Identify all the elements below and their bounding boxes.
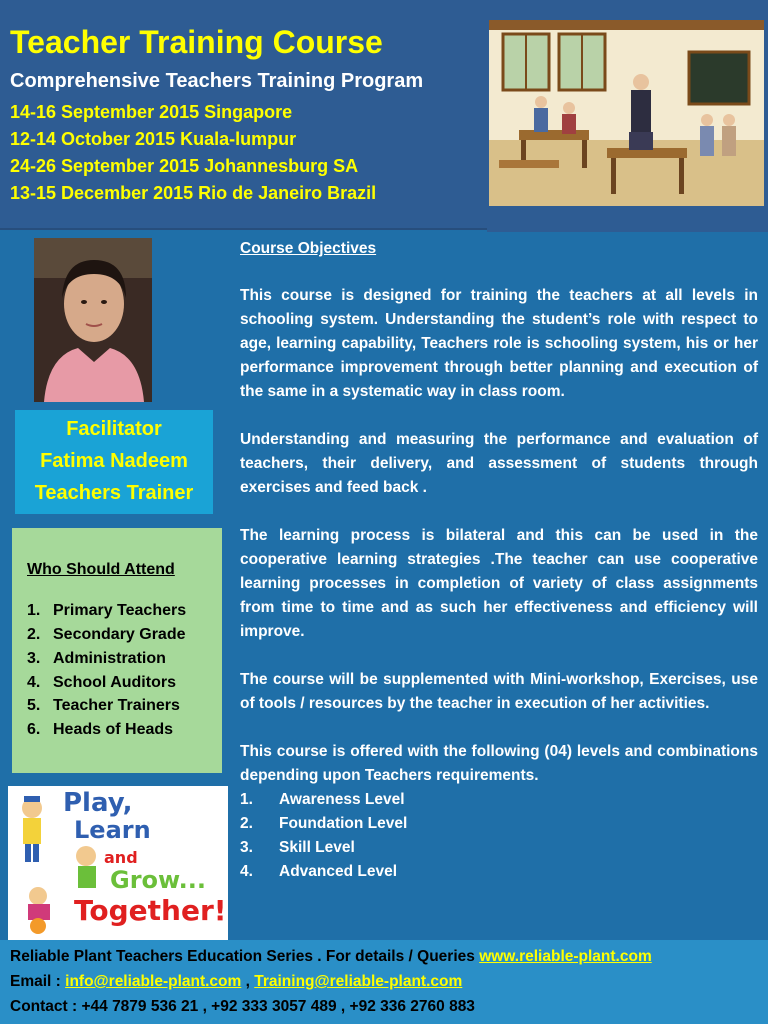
- email-separator: ,: [241, 973, 255, 990]
- level-number: 1.: [240, 791, 253, 808]
- session-date: 24-26 September 2015 Johannesburg SA: [10, 156, 359, 176]
- footer-text: Reliable Plant Teachers Education Series . For details / Queries: [10, 948, 480, 965]
- level-item: [240, 860, 758, 884]
- level-label: Advanced Level: [279, 863, 398, 880]
- attendee-item: [27, 626, 186, 644]
- session-date: 14-16 September 2015 Singapore: [10, 102, 293, 122]
- footer: [0, 940, 768, 1024]
- footer-details: [10, 948, 652, 966]
- facilitator-name: Fatima Nadeem: [40, 450, 188, 472]
- item-number: 1.: [27, 602, 41, 619]
- page-subtitle: Comprehensive Teachers Training Program: [10, 70, 424, 92]
- level-number: 2.: [240, 815, 253, 832]
- level-item: [240, 812, 758, 836]
- logo-word: and: [104, 848, 138, 867]
- attendee-item: [27, 721, 173, 739]
- header-banner: [0, 0, 487, 230]
- item-number: 5.: [27, 697, 41, 714]
- attendee-item: [27, 674, 176, 692]
- page-title: Teacher Training Course: [10, 24, 383, 60]
- logo-word: Together!: [74, 894, 227, 927]
- logo-word: Learn: [74, 816, 151, 844]
- item-label: Secondary Grade: [53, 626, 186, 643]
- facilitator-role: Facilitator: [66, 418, 162, 440]
- email-link-training[interactable]: Training@reliable-plant.com: [254, 973, 463, 990]
- attendee-item: [27, 602, 186, 620]
- facilitator-photo: [34, 238, 152, 402]
- level-number: 3.: [240, 839, 253, 856]
- objective-paragraph: The course will be supplemented with Mini-workshop, Exercises, use of tools / resources by the teacher in execution of her activities.: [240, 671, 758, 712]
- item-number: 2.: [27, 626, 41, 643]
- item-number: 3.: [27, 650, 41, 667]
- play-learn-grow-logo: [8, 786, 228, 940]
- logo-word: Play,: [63, 788, 133, 818]
- objectives-heading: Course Objectives: [240, 240, 377, 257]
- session-date: 12-14 October 2015 Kuala-lumpur: [10, 129, 297, 149]
- item-number: 6.: [27, 721, 41, 738]
- attendee-item: [27, 650, 166, 668]
- objective-paragraph: This course is offered with the following (04) levels and combinations depending upon Teachers requirements.: [240, 743, 758, 784]
- email-link-info[interactable]: info@reliable-plant.com: [65, 973, 242, 990]
- level-number: 4.: [240, 863, 253, 880]
- item-label: Heads of Heads: [53, 721, 174, 738]
- item-label: Teacher Trainers: [53, 697, 180, 714]
- logo-word: Grow...: [110, 866, 207, 894]
- item-number: 4.: [27, 674, 41, 691]
- session-date: 13-15 December 2015 Rio de Janeiro Brazil: [10, 183, 377, 203]
- item-label: Primary Teachers: [53, 602, 187, 619]
- objective-paragraph: The learning process is bilateral and this can be used in the cooperative learning strategies .The teacher can use cooperative learning processes in completion of variety of class assignments from time to time and as such her effectiveness and efficiency will improve.: [240, 527, 758, 640]
- course-objectives: [240, 238, 758, 884]
- attendance-heading: Who Should Attend: [27, 561, 175, 578]
- item-label: School Auditors: [53, 674, 176, 691]
- level-item: [240, 836, 758, 860]
- attendee-item: [27, 697, 180, 715]
- website-link[interactable]: www.reliable-plant.com: [479, 948, 652, 965]
- classroom-illustration: [489, 20, 764, 206]
- attendance-box: [12, 528, 222, 773]
- item-label: Administration: [53, 650, 166, 667]
- footer-email: [10, 973, 462, 991]
- email-label: Email :: [10, 973, 66, 990]
- level-label: Skill Level: [279, 839, 355, 856]
- facilitator-title: Teachers Trainer: [34, 482, 194, 504]
- facilitator-box: [15, 410, 213, 514]
- objective-paragraph: This course is designed for training the teachers at all levels in schooling system. Understanding the student’s role with respect to age, learning capability, Teachers role is schooling system, his or her performance improvement through better planning and execution of the same in a systematic way in class room.: [240, 287, 758, 400]
- level-label: Awareness Level: [279, 791, 405, 808]
- footer-contact: Contact : +44 7879 536 21 , +92 333 3057 489 , +92 336 2760 883: [10, 998, 475, 1015]
- level-label: Foundation Level: [279, 815, 408, 832]
- level-item: [240, 788, 758, 812]
- objective-paragraph: Understanding and measuring the performance and evaluation of teachers, their delivery, and assessment of students through exercises and feed back .: [240, 431, 758, 496]
